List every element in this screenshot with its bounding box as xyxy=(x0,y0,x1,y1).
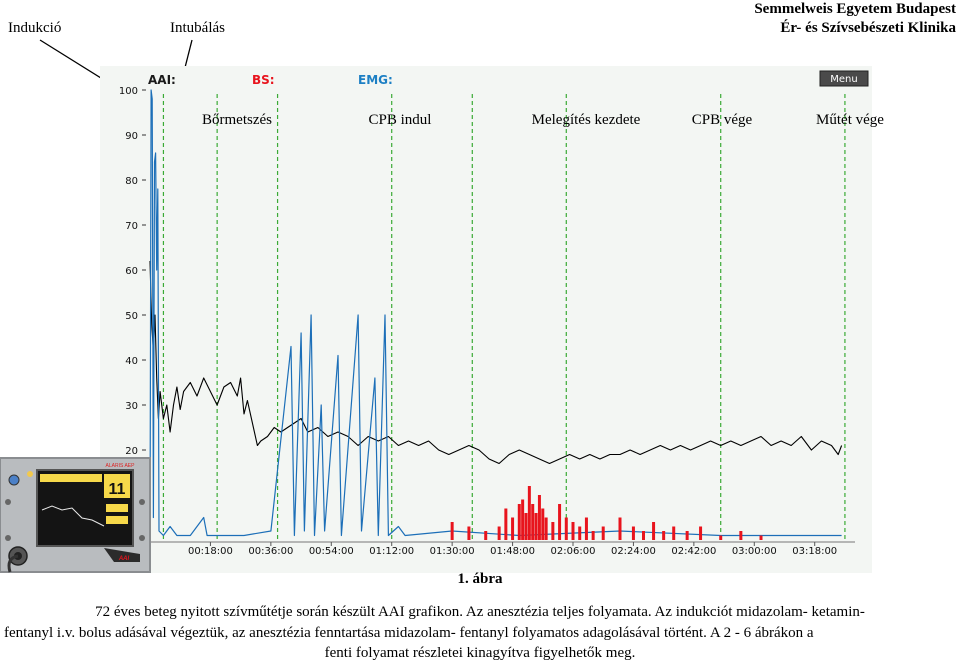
event-label: CPB indul xyxy=(368,112,432,128)
bs-bar xyxy=(572,522,575,540)
device-brand: ALARIS AEP xyxy=(105,463,135,469)
induction-label: Indukció xyxy=(8,20,62,36)
y-tick-label: 90 xyxy=(125,131,138,142)
channel-aai-label: AAI: xyxy=(148,73,176,87)
bs-bar xyxy=(652,522,655,540)
bs-bar xyxy=(632,527,635,541)
bs-bar xyxy=(565,518,568,541)
device-logo-icon: AAI xyxy=(118,556,130,562)
bs-bar xyxy=(719,536,722,541)
figure-label: 1. ábra xyxy=(457,571,503,587)
x-tick-label: 03:00:00 xyxy=(731,546,777,557)
x-tick-label: 00:18:00 xyxy=(187,546,233,557)
menu-button[interactable] xyxy=(820,71,868,86)
event-label: CPB vége xyxy=(691,112,753,128)
display-status-bar xyxy=(40,474,102,482)
x-tick-label: 00:36:00 xyxy=(248,546,294,557)
institution-name: Semmelweis Egyetem Budapest xyxy=(754,1,956,17)
y-tick-label: 20 xyxy=(125,446,138,457)
bs-bar xyxy=(511,518,514,541)
bs-bar xyxy=(585,518,588,541)
aai-chart xyxy=(100,66,884,573)
caption-line-1: 72 éves beteg nyitott szívműtétje során készült AAI grafikon. Az anesztézia teljes folyamata. Az indukciót midazolam- ketamin- xyxy=(95,604,865,620)
bs-bar xyxy=(558,504,561,540)
bs-bar xyxy=(521,500,524,541)
y-tick-label: 70 xyxy=(125,221,138,232)
bs-bar xyxy=(672,527,675,541)
x-tick-label: 03:18:00 xyxy=(792,546,838,557)
bs-bar xyxy=(484,531,487,540)
screw-icon xyxy=(139,535,145,541)
bs-bar xyxy=(545,518,548,541)
device-photo xyxy=(0,458,150,572)
bs-bar xyxy=(760,536,763,541)
channel-bs-label: BS: xyxy=(252,73,275,87)
bs-bar xyxy=(578,527,581,541)
bs-bar xyxy=(498,527,501,541)
y-tick-label: 60 xyxy=(125,266,138,277)
indicator-light-icon xyxy=(27,471,33,477)
menu-button-label: Menu xyxy=(830,74,858,85)
bs-bar xyxy=(518,504,521,540)
bs-bar xyxy=(541,509,544,541)
x-tick-label: 01:48:00 xyxy=(490,546,536,557)
screw-icon xyxy=(5,535,11,541)
screen-background xyxy=(100,66,872,573)
institution-clinic: Ér- és Szívsebészeti Klinika xyxy=(780,20,956,36)
bs-bar xyxy=(619,518,622,541)
bs-bar xyxy=(467,527,470,541)
y-tick-label: 50 xyxy=(125,311,138,322)
alaris-monitor-image xyxy=(0,458,150,572)
bs-bar xyxy=(525,513,528,540)
x-tick-label: 01:30:00 xyxy=(429,546,475,557)
bs-bar xyxy=(451,522,454,540)
bs-bar xyxy=(699,527,702,541)
x-tick-label: 00:54:00 xyxy=(308,546,354,557)
bs-bar xyxy=(538,495,541,540)
y-tick-label: 40 xyxy=(125,356,138,367)
x-tick-label: 02:24:00 xyxy=(610,546,656,557)
power-button-icon xyxy=(9,475,19,485)
channel-emg-label: EMG: xyxy=(358,73,393,87)
caption-line-2: fentanyl i.v. bolus adásával végeztük, az anesztézia fenntartása midazolam- fentanyl folyamatos adagolásával történt. A 2 - 6 ábrákon a xyxy=(4,625,814,641)
bs-bar xyxy=(528,486,531,540)
aai-monitor-screen xyxy=(100,66,884,573)
y-tick-label: 30 xyxy=(125,401,138,412)
event-label: Melegítés kezdete xyxy=(531,112,641,128)
bs-bar xyxy=(739,531,742,540)
x-tick-label: 02:06:00 xyxy=(550,546,596,557)
bs-bar xyxy=(504,509,507,541)
intubation-label: Intubálás xyxy=(170,20,225,36)
caption-line-3: fenti folyamat részletei kinagyítva figyelhetők meg. xyxy=(324,645,636,661)
event-label: Műtét vége xyxy=(816,112,884,128)
bs-bar xyxy=(551,522,554,540)
x-tick-label: 01:12:00 xyxy=(369,546,415,557)
bs-bar xyxy=(662,531,665,540)
y-tick-label: 80 xyxy=(125,176,138,187)
bs-bar xyxy=(535,513,538,540)
bs-bar xyxy=(602,527,605,541)
event-label: Bőrmetszés xyxy=(202,112,272,128)
x-tick-label: 02:42:00 xyxy=(671,546,717,557)
display-value: 11 xyxy=(108,481,126,498)
screw-icon xyxy=(139,499,145,505)
bs-bar xyxy=(531,504,534,540)
bs-bar xyxy=(592,531,595,540)
y-tick-label: 100 xyxy=(118,86,138,97)
bs-bar xyxy=(686,531,689,540)
bs-bar xyxy=(642,531,645,540)
screw-icon xyxy=(5,499,11,505)
